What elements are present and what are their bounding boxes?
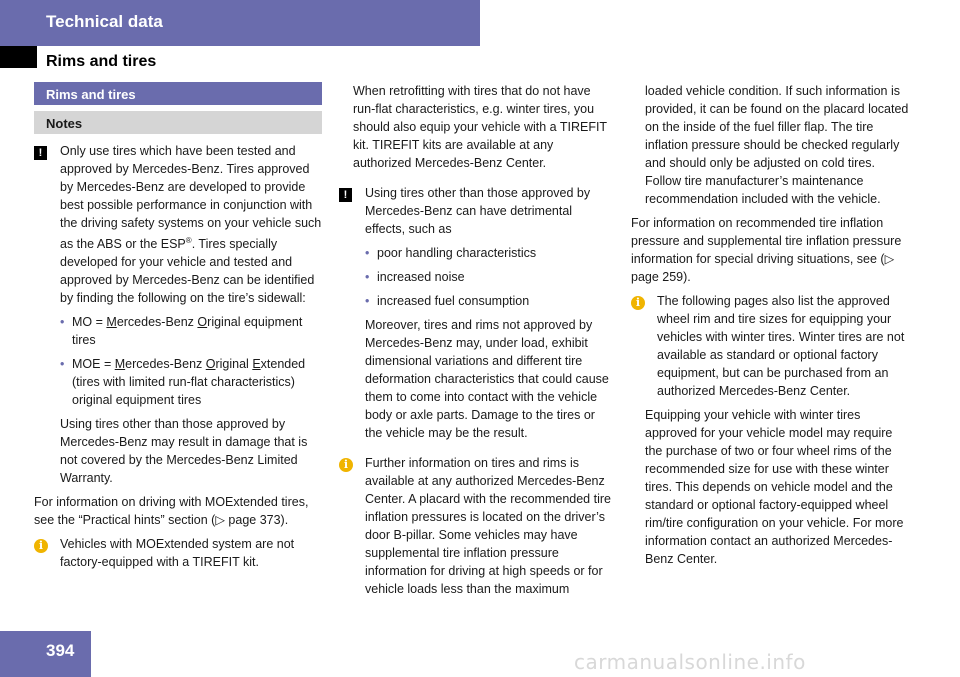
moreover-paragraph: Moreover, tires and rims not approved by Mercedes-Benz may, under load, exhibit dimensional variations and different tire deformation characteristics that could cause them to come into contact with the vehicle body or axle parts. Damage to the tires or the vehicle may be the result. bbox=[365, 318, 609, 440]
bullet-mo: • MO = Mercedes-Benz Original equipment tires bbox=[34, 313, 322, 349]
page-subtitle: Rims and tires bbox=[46, 53, 157, 70]
recommended-pressure-paragraph: For information on recommended tire inflation pressure and supplemental tire inflation pressure information for special driving situations, see (▷ page 259). bbox=[631, 216, 902, 284]
info-further-information: i Further information on tires and rims is available at any authorized Mercedes-Benz Center. A placard with the recommended tire inflation pressures is located on the driver’s door B-pillar. Some vehicles may have supplemental tire inflation pressure information for driving at high speeds or for vehicle loads less than the maximum bbox=[339, 454, 615, 598]
chapter-title: Technical data bbox=[46, 12, 163, 31]
retrofit-paragraph: When retrofitting with tires that do not have run-flat characteristics, e.g. winter tires, you should also equip your vehicle with a TIREFIT kit. TIREFIT kits are available at any authorized Mercedes-Benz Center. bbox=[353, 84, 607, 170]
watermark: carmanualsonline.info bbox=[574, 650, 806, 674]
section-title: Rims and tires bbox=[34, 82, 322, 105]
info-tirefit-note: i Vehicles with MOExtended system are not factory-equipped with a TIREFIT kit. bbox=[34, 535, 322, 571]
info-icon: i bbox=[631, 296, 645, 310]
bullet-handling: • poor handling characteristics bbox=[339, 244, 615, 262]
page-number: 394 bbox=[0, 631, 91, 677]
placard-continuation: loaded vehicle condition. If such information is provided, it can be found on the placard located on the inside of the fuel filler flap. The tire inflation pressure should be checked regularly and should only be adjusted on cold tires. Follow tire manufacturer’s maintenance recommendation included with the vehicle. bbox=[645, 84, 909, 206]
warranty-paragraph: Using tires other than those approved by Mercedes-Benz may result in damage that is not covered by the Mercedes-Benz Limited Warranty. bbox=[60, 417, 308, 486]
column-3 bbox=[631, 82, 909, 574]
info-icon: i bbox=[34, 539, 48, 553]
header-tab-marker bbox=[0, 46, 37, 68]
bullet-fuel: • increased fuel consumption bbox=[339, 292, 615, 310]
warning-icon: ! bbox=[34, 146, 47, 160]
bullet-moe: • MOE = Mercedes-Benz Original Extended (tires with limited run-flat characteristics) original equipment tires bbox=[34, 355, 322, 409]
chapter-header bbox=[0, 0, 480, 46]
column-1 bbox=[34, 82, 322, 577]
equipping-paragraph: Equipping your vehicle with winter tires approved for your vehicle model may require the purchase of two or four wheel rims of the recommended size for use with these winter tires. This depends on vehicle model and the standard or optional factory-equipped wheel rim/tire configuration on your vehicle. For more information contact an authorized Mercedes-Benz Center. bbox=[645, 408, 904, 566]
info-winter-tires: i The following pages also list the approved wheel rim and tire sizes for equipping your vehicles with winter tires. Winter tires are not available as standard or optional factory equipment, but can be purchased from an authorized Mercedes-Benz Center. bbox=[631, 292, 909, 400]
warning-icon: ! bbox=[339, 188, 352, 202]
warning-unapproved-tires: ! Using tires other than those approved by Mercedes-Benz can have detrimental effects, such as bbox=[339, 184, 615, 238]
column-2 bbox=[339, 82, 615, 604]
bullet-noise: • increased noise bbox=[339, 268, 615, 286]
moextended-paragraph: For information on driving with MOExtended tires, see the “Practical hints” section (▷ page 373). bbox=[34, 495, 309, 528]
subsection-title: Notes bbox=[34, 111, 322, 134]
warning-approved-tires: ! Only use tires which have been tested and approved by Mercedes-Benz. Tires approved by Mercedes-Benz are developed to provide best possible performance in conjunction with the driving safety systems on your vehicle such as the ABS or the ESP®. Tires specially developed for your vehicle and tested and approved by Mercedes-Benz can be identified by finding the following on the tire’s sidewall: bbox=[34, 142, 322, 307]
info-icon: i bbox=[339, 458, 353, 472]
